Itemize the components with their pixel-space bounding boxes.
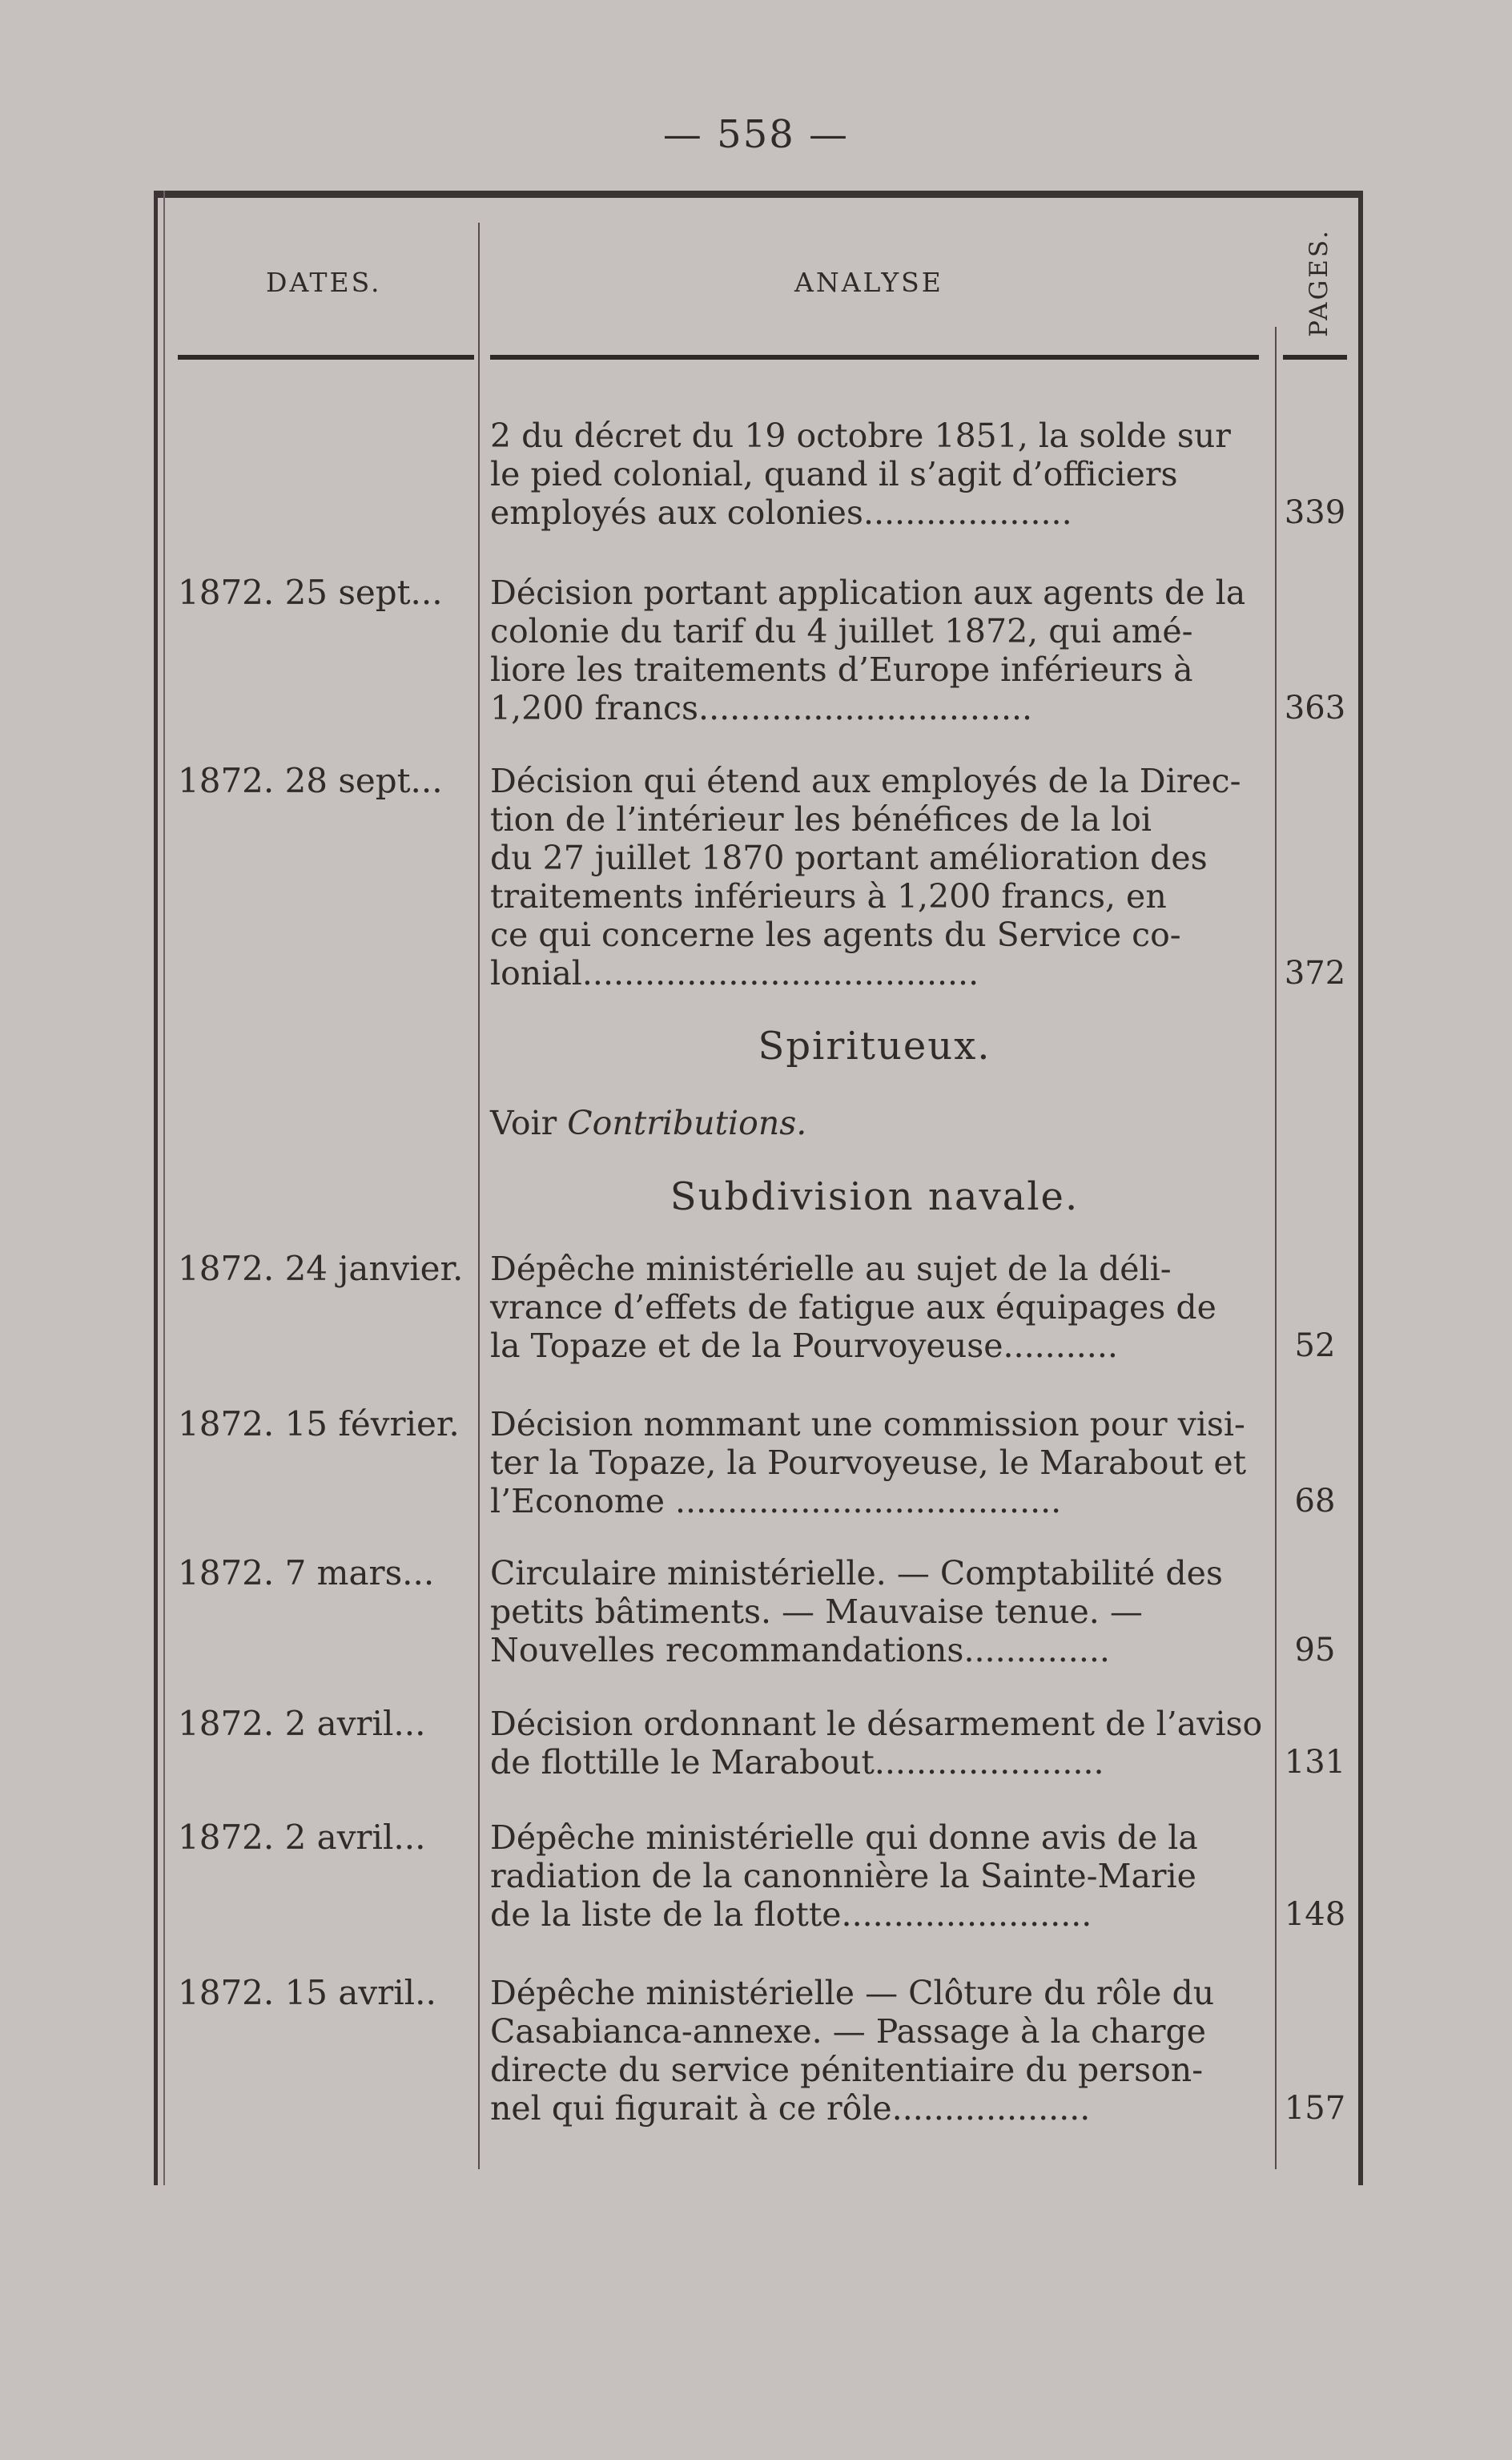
- header-pages: PAGES.: [1305, 228, 1333, 337]
- right-border: [1358, 191, 1363, 2185]
- entry-date: 1872. 24 janvier.: [178, 1249, 464, 1288]
- entry-page: 68: [1294, 1483, 1336, 1520]
- entry-date: 1872. 2 avril...: [178, 1818, 426, 1857]
- page-number: — 558 —: [662, 112, 850, 157]
- cross-reference: Voir Contributions.: [490, 1104, 807, 1142]
- left-border: [154, 191, 158, 2185]
- top-rule: [154, 191, 1363, 198]
- entry-analysis: Décision ordonnant le désarmement de l’aviso de flottille le Marabout......................: [490, 1705, 1263, 1782]
- header-rule-dates: [178, 355, 474, 360]
- entry-analysis: Dépêche ministérielle au sujet de la déli- vrance d’effets de fatigue aux équipages de la Topaze et de la Pourvoyeuse...........: [490, 1250, 1216, 1365]
- section-title-subdivision-navale: Subdivision navale.: [670, 1174, 1080, 1219]
- section-title-spiritueux: Spiritueux.: [758, 1024, 991, 1069]
- entry-page: 157: [1284, 2090, 1346, 2127]
- entry-date: 1872. 28 sept...: [178, 761, 443, 800]
- entry-analysis: Dépêche ministérielle — Clôture du rôle du Casabianca-annexe. — Passage à la charge directe du service pénitentiaire du person- nel qui figurait à ce rôle...................: [490, 1974, 1215, 2128]
- entry-date: 1872. 15 février.: [178, 1404, 460, 1443]
- entry-analysis: Dépêche ministérielle qui donne avis de la radiation de la canonnière la Sainte-Marie de la liste de la flotte........................: [490, 1818, 1198, 1934]
- entry-page: 339: [1284, 494, 1346, 531]
- header-analyse: ANALYSE: [794, 267, 943, 298]
- entry-page: 131: [1284, 1744, 1346, 1781]
- entry-date: 1872. 2 avril...: [178, 1704, 426, 1743]
- entry-page: 363: [1284, 690, 1346, 727]
- entry-page: 95: [1294, 1632, 1336, 1669]
- header-rule-analyse: [490, 355, 1259, 360]
- entry-analysis: Décision nommant une commission pour visi- ter la Topaze, la Pourvoyeuse, le Marabout et l’Econome .....................................: [490, 1405, 1247, 1520]
- entry-date: 1872. 15 avril..: [178, 1973, 436, 2012]
- entry-analysis: Circulaire ministérielle. — Comptabilité des petits bâtiments. — Mauvaise tenue. — Nouvelles recommandations..............: [490, 1554, 1223, 1669]
- left-inner-border: [163, 191, 165, 2185]
- entry-page: 52: [1294, 1327, 1336, 1364]
- dates-column-rule: [478, 223, 480, 2169]
- header-dates: DATES.: [266, 267, 382, 298]
- entry-page: 148: [1284, 1896, 1346, 1933]
- entry-analysis: Décision portant application aux agents de la colonie du tarif du 4 juillet 1872, qui amé- liore les traitements d’Europe inférieurs à 1,200 francs................................: [490, 574, 1246, 727]
- pages-column-rule: [1275, 327, 1277, 2169]
- entry-analysis: Décision qui étend aux employés de la Direc- tion de l’intérieur les bénéfices de la loi du 27 juillet 1870 portant amélioration des traitements inférieurs à 1,200 francs, en ce qui concerne les agents du Service co- lonial......................................: [490, 762, 1241, 992]
- entry-date: 1872. 7 mars...: [178, 1553, 435, 1592]
- entry-date: 1872. 25 sept...: [178, 573, 443, 612]
- index-table: [154, 191, 1363, 2185]
- entry-analysis: 2 du décret du 19 octobre 1851, la solde sur le pied colonial, quand il s’agit d’officiers employés aux colonies....................: [490, 417, 1231, 532]
- entry-page: 372: [1284, 955, 1346, 992]
- header-rule-pages: [1283, 355, 1347, 360]
